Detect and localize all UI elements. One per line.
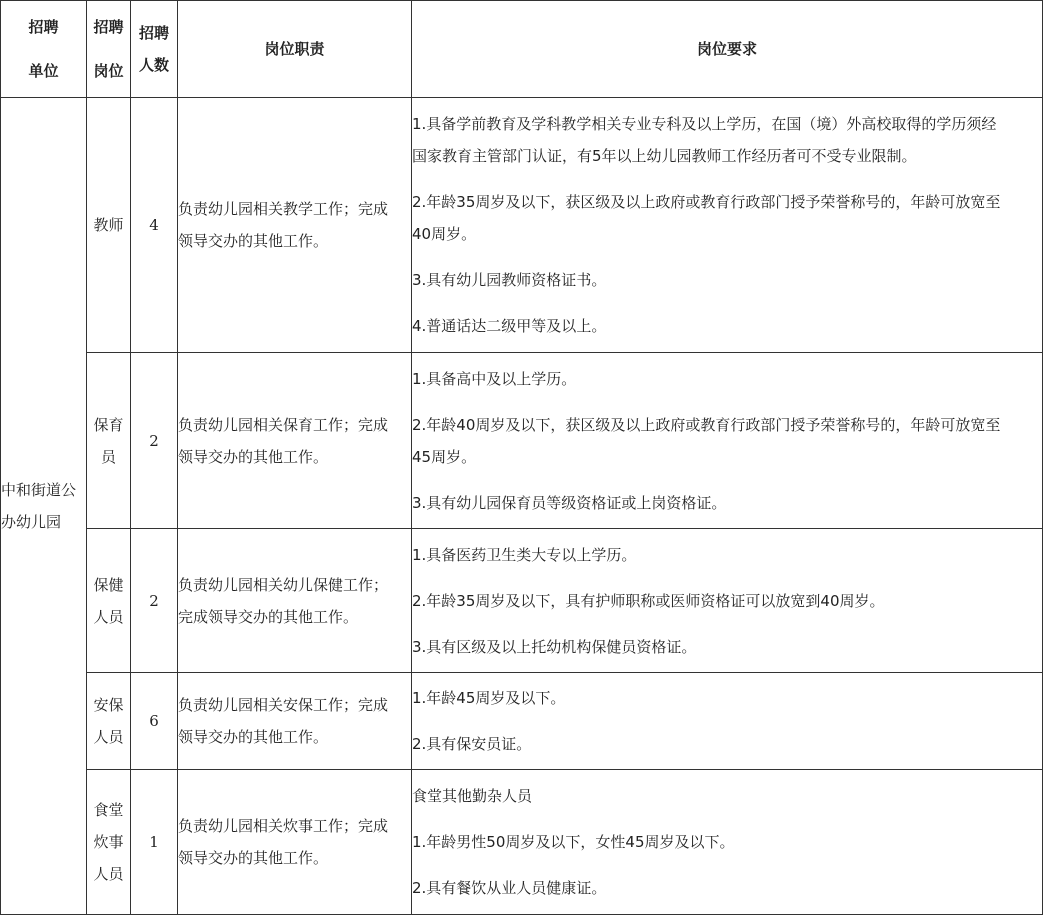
duty-line: 领导交办的其他工作。 (178, 447, 329, 466)
position-name: 炊事 (93, 833, 124, 851)
header-requirement-label: 岗位要求 (696, 40, 757, 58)
count-cell (131, 353, 178, 529)
requirement-line: 40周岁。 (412, 225, 477, 243)
requirement-line: 1.具备学前教育及学科教学相关专业专科及以上学历，在国（境）外高校取得的学历须经 (412, 115, 997, 133)
requirement-item (412, 264, 1042, 296)
position-name: 员 (100, 447, 116, 466)
requirement-item (412, 310, 1042, 342)
position-name: 食堂 (93, 801, 124, 819)
position-name: 人员 (93, 865, 124, 883)
requirement-item (412, 631, 1042, 663)
duty-line: 领导交办的其他工作。 (178, 728, 329, 746)
position-name: 教师 (93, 216, 124, 234)
requirement-item (412, 409, 1042, 473)
header-count-line1: 招聘 (138, 24, 169, 42)
position-name: 人员 (93, 607, 124, 626)
duty-line: 负责幼儿园相关安保工作；完成 (178, 696, 389, 714)
position-cell (87, 529, 131, 673)
requirement-item (412, 780, 1042, 812)
requirement-item (412, 186, 1042, 250)
table-row (1, 98, 1043, 353)
duty-line: 完成领导交办的其他工作。 (178, 607, 359, 626)
header-unit-line2: 单位 (28, 62, 59, 80)
header-unit (1, 1, 87, 98)
position-name: 保育 (93, 415, 124, 434)
requirement-cell (412, 529, 1043, 673)
duty-cell (178, 98, 412, 353)
position-cell (87, 98, 131, 353)
position-cell (87, 673, 131, 770)
requirement-line: 1.具备医药卫生类大专以上学历。 (412, 545, 637, 564)
requirement-item (412, 872, 1042, 904)
duty-cell (178, 673, 412, 770)
count-value: 2 (149, 591, 159, 610)
duty-cell (178, 770, 412, 915)
duty-line: 负责幼儿园相关教学工作；完成 (178, 200, 389, 218)
requirement-line: 国家教育主管部门认证，有5年以上幼儿园教师工作经历者可不受专业限制。 (412, 147, 917, 165)
requirement-item (412, 682, 1042, 714)
duty-line: 领导交办的其他工作。 (178, 232, 329, 250)
count-value: 4 (149, 216, 159, 234)
unit-name-line1: 中和街道公 (1, 481, 77, 499)
position-cell (87, 353, 131, 529)
count-cell (131, 98, 178, 353)
requirement-line: 2.具有保安员证。 (412, 735, 532, 753)
requirement-line: 3.具有幼儿园教师资格证书。 (412, 271, 607, 289)
table-row (1, 353, 1043, 529)
duty-line: 负责幼儿园相关炊事工作；完成 (178, 817, 389, 835)
count-cell (131, 770, 178, 915)
header-position-line1: 招聘 (93, 18, 124, 36)
requirement-line: 4.普通话达二级甲等及以上。 (412, 317, 607, 335)
header-unit-line1: 招聘 (28, 18, 59, 36)
header-duty-label: 岗位职责 (264, 40, 325, 58)
requirement-line: 45周岁。 (412, 447, 477, 466)
requirement-item (412, 487, 1042, 519)
header-row (1, 1, 1043, 98)
requirement-item (412, 539, 1042, 571)
header-position (87, 1, 131, 98)
count-cell (131, 673, 178, 770)
unit-cell (1, 98, 87, 915)
requirement-line: 3.具有幼儿园保育员等级资格证或上岗资格证。 (412, 493, 727, 512)
count-value: 1 (149, 833, 159, 851)
requirement-item (412, 585, 1042, 617)
requirement-line: 2.具有餐饮从业人员健康证。 (412, 879, 607, 897)
duty-line: 负责幼儿园相关保育工作；完成 (178, 415, 389, 434)
duty-cell (178, 529, 412, 673)
duty-cell (178, 353, 412, 529)
requirement-cell (412, 673, 1043, 770)
header-duty (178, 1, 412, 98)
requirement-item (412, 826, 1042, 858)
table-row (1, 673, 1043, 770)
requirement-item (412, 363, 1042, 395)
table-row (1, 529, 1043, 673)
requirement-line: 2.年龄40周岁及以下，获区级及以上政府或教育行政部门授予荣誉称号的，年龄可放宽至 (412, 415, 1001, 434)
requirement-line: 1.年龄45周岁及以下。 (412, 689, 566, 707)
requirement-cell (412, 353, 1043, 529)
requirement-cell (412, 98, 1043, 353)
header-count-line2: 人数 (138, 56, 169, 74)
count-cell (131, 529, 178, 673)
position-name: 保健 (93, 575, 124, 594)
position-name: 安保 (93, 696, 124, 714)
requirement-item (412, 108, 1042, 172)
requirement-line: 1.具备高中及以上学历。 (412, 369, 577, 388)
unit-name-line2: 办幼儿园 (1, 513, 62, 531)
requirement-line: 3.具有区级及以上托幼机构保健员资格证。 (412, 637, 697, 656)
requirement-line: 1.年龄男性50周岁及以下，女性45周岁及以下。 (412, 833, 735, 851)
count-value: 2 (149, 431, 159, 450)
requirement-line: 2.年龄35周岁及以下，获区级及以上政府或教育行政部门授予荣誉称号的，年龄可放宽至 (412, 193, 1001, 211)
header-count (131, 1, 178, 98)
position-cell (87, 770, 131, 915)
requirement-cell (412, 770, 1043, 915)
duty-line: 领导交办的其他工作。 (178, 849, 329, 867)
header-requirement (412, 1, 1043, 98)
position-name: 人员 (93, 728, 124, 746)
requirement-line: 2.年龄35周岁及以下，具有护师职称或医师资格证可以放宽到40周岁。 (412, 591, 885, 610)
requirement-item (412, 728, 1042, 760)
duty-line: 负责幼儿园相关幼儿保健工作； (178, 575, 389, 594)
header-position-line2: 岗位 (93, 62, 124, 80)
table-row (1, 770, 1043, 915)
requirement-line: 食堂其他勤杂人员 (412, 787, 533, 805)
count-value: 6 (149, 712, 159, 730)
